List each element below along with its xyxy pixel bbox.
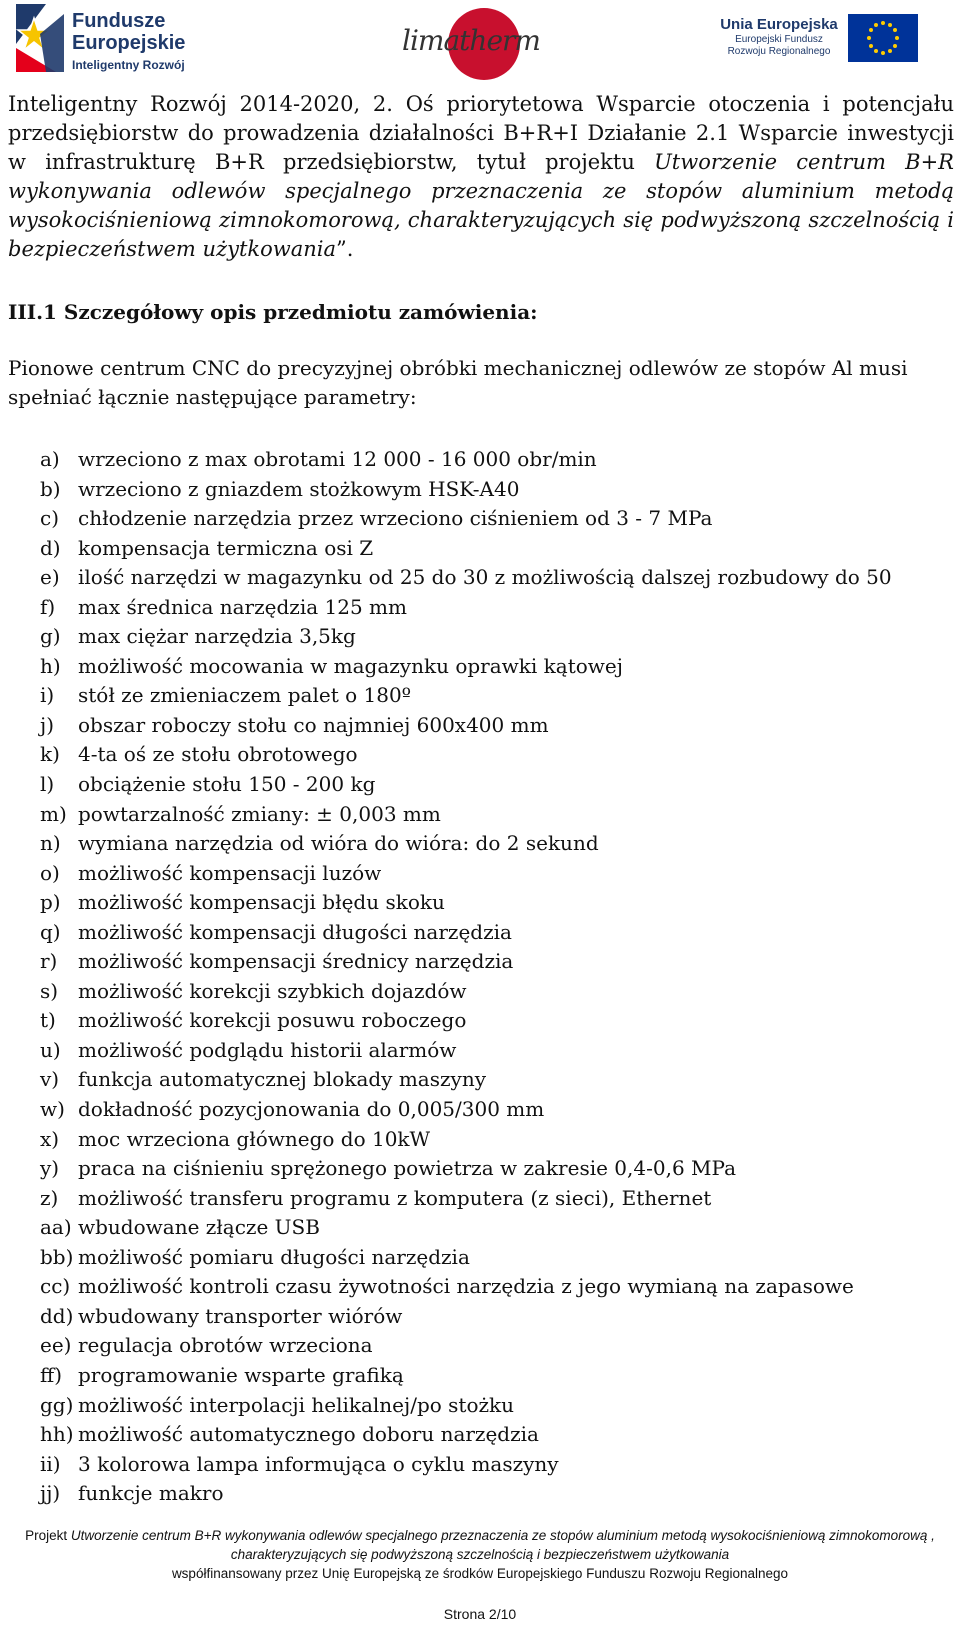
list-item-label: gg)	[40, 1392, 74, 1417]
list-item-text: możliwość kompensacji błędu skoku	[78, 890, 445, 915]
list-item	[40, 1272, 960, 1302]
list-item-text: kompensacja termiczna osi Z	[78, 535, 374, 560]
list-item-label: l)	[40, 772, 55, 797]
list-item	[40, 918, 960, 948]
fe-star-flag-icon	[16, 4, 64, 72]
list-item-label: ff)	[40, 1362, 63, 1387]
list-item	[40, 1125, 960, 1155]
list-item-label: ee)	[40, 1333, 72, 1358]
description-paragraph: Pionowe centrum CNC do precyzyjnej obróbki mechanicznej odlewów ze stopów Al musi spełniać łącznie następujące parametry:	[8, 356, 908, 409]
intro-project-title: Utworzenie centrum B+R wykonywania odlewów specjalnego przeznaczenia ze stopów aluminium metodą wysokociśnieniową zimnokomorową, charakteryzujących się podwyższoną szczelnością i bezpieczeństwem użytkowania	[8, 150, 954, 261]
list-item-text: możliwość kontroli czasu żywotności narzędzia z jego wymianą na zapasowe	[78, 1274, 854, 1299]
list-item-text: możliwość kompensacji długości narzędzia	[78, 919, 512, 944]
list-item	[40, 1154, 960, 1184]
fe-logo-line1: Fundusze	[72, 10, 166, 32]
list-item-label: q)	[40, 919, 61, 944]
list-item-text: wymiana narzędzia od wióra do wióra: do 2 sekund	[78, 831, 599, 856]
footer-project-title: Utworzenie centrum B+R wykonywania odlewów specjalnego przeznaczenia ze stopów aluminium metodą wysokociśnieniową zimnokomorową , charakteryzujących się podwyższoną szczelnością i bezpieczeństwem użytkowania	[70, 1528, 935, 1562]
list-item	[40, 859, 960, 889]
footer-cofinancing: współfinansowany przez Unię Europejską ze środków Europejskiego Funduszu Rozwoju Regionalnego	[171, 1566, 789, 1581]
list-item	[40, 1184, 960, 1214]
list-item-label: b)	[40, 476, 61, 501]
list-item	[40, 711, 960, 741]
footer-prefix: Projekt	[25, 1528, 71, 1543]
fundusze-europejskie-logo	[16, 4, 196, 76]
list-item-label: c)	[40, 506, 60, 531]
list-item-label: v)	[40, 1067, 60, 1092]
limatherm-logo-text: limatherm	[402, 24, 540, 57]
list-item	[40, 534, 960, 564]
list-item-text: max średnica narzędzia 125 mm	[78, 594, 407, 619]
list-item	[40, 1331, 960, 1361]
eu-flag-icon	[848, 14, 918, 62]
list-item	[40, 681, 960, 711]
list-item-text: max ciężar narzędzia 3,5kg	[78, 624, 356, 649]
list-item-label: n)	[40, 831, 61, 856]
fe-logo-sub: Inteligentny Rozwój	[72, 58, 185, 72]
list-item-label: ii)	[40, 1451, 61, 1476]
ue-logo-title: Unia Europejska	[720, 16, 838, 33]
ue-logo-sub1: Europejski Fundusz	[735, 34, 823, 45]
fe-logo-line2: Europejskie	[72, 32, 186, 54]
list-item-label: w)	[40, 1097, 65, 1122]
list-item-label: d)	[40, 535, 61, 560]
list-item-label: h)	[40, 653, 61, 678]
list-item-text: moc wrzeciona głównego do 10kW	[78, 1126, 431, 1151]
list-item-text: ilość narzędzi w magazynku od 25 do 30 z możliwością dalszej rozbudowy do 50	[78, 565, 892, 590]
list-item	[40, 1095, 960, 1125]
list-item-text: możliwość kompensacji średnicy narzędzia	[78, 949, 514, 974]
list-item-label: a)	[40, 447, 60, 471]
list-item-text: możliwość interpolacji helikalnej/po stożku	[78, 1392, 515, 1417]
list-item	[40, 888, 960, 918]
list-item-label: e)	[40, 565, 60, 590]
list-item-label: o)	[40, 860, 60, 885]
list-item-text: funkcje makro	[78, 1481, 224, 1506]
list-item	[40, 622, 960, 652]
list-item-text: regulacja obrotów wrzeciona	[78, 1333, 373, 1358]
list-item	[40, 563, 960, 593]
list-item-label: cc)	[40, 1274, 71, 1299]
list-item-text: dokładność pozycjonowania do 0,005/300 mm	[78, 1097, 545, 1122]
list-item-label: j)	[40, 712, 55, 737]
list-item-text: wbudowany transporter wiórów	[78, 1303, 403, 1328]
list-item	[40, 1213, 960, 1243]
list-item-text: możliwość korekcji posuwu roboczego	[78, 1008, 467, 1033]
list-item-text: możliwość pomiaru długości narzędzia	[78, 1244, 470, 1269]
list-item-label: u)	[40, 1037, 61, 1062]
list-item	[40, 800, 960, 830]
list-item-label: p)	[40, 890, 61, 915]
list-item-label: jj)	[40, 1481, 61, 1506]
list-item	[40, 1420, 960, 1450]
list-item-text: stół ze zmieniaczem palet o 180º	[78, 683, 412, 708]
list-item	[40, 593, 960, 623]
list-item	[40, 1361, 960, 1391]
list-item	[40, 1391, 960, 1421]
list-item	[40, 1243, 960, 1273]
list-item	[40, 504, 960, 534]
list-item	[40, 829, 960, 859]
list-item-text: wrzeciono z gniazdem stożkowym HSK-A40	[78, 476, 520, 501]
list-item-text: możliwość mocowania w magazynku oprawki kątowej	[78, 653, 623, 678]
list-item-label: t)	[40, 1008, 56, 1033]
list-item-text: obszar roboczy stołu co najmniej 600x400 mm	[78, 712, 549, 737]
list-item-label: k)	[40, 742, 60, 767]
list-item	[40, 1450, 960, 1480]
section-heading: III.1 Szczegółowy opis przedmiotu zamówienia:	[8, 300, 538, 324]
list-item-text: powtarzalność zmiany: ± 0,003 mm	[78, 801, 441, 826]
list-item-text: obciążenie stołu 150 - 200 kg	[78, 772, 376, 797]
list-item-label: g)	[40, 624, 61, 649]
page-header	[0, 0, 960, 90]
list-item	[40, 1479, 960, 1509]
intro-closing-quote: ”.	[336, 237, 354, 261]
ue-logo-sub2: Rozwoju Regionalnego	[727, 46, 831, 57]
list-item-label: dd)	[40, 1303, 74, 1328]
list-item-text: wbudowane złącze USB	[78, 1215, 320, 1240]
list-item-text: możliwość korekcji szybkich dojazdów	[78, 978, 467, 1003]
intro-plain-text: Inteligentny Rozwój 2014-2020, 2. Oś priorytetowa Wsparcie otoczenia i potencjału przedsiębiorstw do prowadzenia działalności B+R+I Działanie 2.1 Wsparcie inwestycji w infrastrukturę B+R przedsiębiorstw, tytuł projektu	[8, 92, 954, 174]
list-item-label: bb)	[40, 1244, 74, 1269]
list-item-label: hh)	[40, 1422, 74, 1447]
list-item-label: z)	[40, 1185, 59, 1210]
list-item-text: możliwość transferu programu z komputera (z sieci), Ethernet	[78, 1185, 712, 1210]
list-item-label: f)	[40, 594, 56, 619]
list-item	[40, 947, 960, 977]
list-item-text: funkcja automatycznej blokady maszyny	[78, 1067, 486, 1092]
specification-list	[40, 445, 960, 1509]
list-item-text: 4-ta oś ze stołu obrotowego	[78, 742, 358, 767]
list-item	[40, 1302, 960, 1332]
list-item-label: r)	[40, 949, 58, 974]
list-item-text: możliwość podglądu historii alarmów	[78, 1037, 457, 1062]
list-item	[40, 1036, 960, 1066]
list-item	[40, 475, 960, 505]
page-footer	[0, 1526, 960, 1583]
list-item-text: praca na ciśnieniu sprężonego powietrza w zakresie 0,4-0,6 MPa	[78, 1156, 736, 1181]
list-item-label: i)	[40, 683, 55, 708]
list-item	[40, 1006, 960, 1036]
list-item	[40, 740, 960, 770]
list-item	[40, 977, 960, 1007]
list-item-text: programowanie wsparte grafiką	[78, 1362, 404, 1387]
list-item-label: y)	[40, 1156, 60, 1181]
list-item-text: możliwość kompensacji luzów	[78, 860, 382, 885]
list-item-text: możliwość automatycznego doboru narzędzia	[78, 1422, 539, 1447]
unia-europejska-logo	[718, 10, 944, 70]
list-item-label: x)	[40, 1126, 60, 1151]
list-item-label: aa)	[40, 1215, 72, 1240]
list-item-text: chłodzenie narzędzia przez wrzeciono ciśnieniem od 3 - 7 MPa	[78, 506, 713, 531]
list-item	[40, 770, 960, 800]
list-item	[40, 652, 960, 682]
list-item-label: s)	[40, 978, 59, 1003]
list-item-text: wrzeciono z max obrotami 12 000 - 16 000 obr/min	[78, 447, 597, 471]
intro-paragraph	[8, 90, 954, 264]
limatherm-logo	[398, 4, 540, 86]
list-item	[40, 445, 960, 475]
list-item	[40, 1065, 960, 1095]
list-item-label: m)	[40, 801, 67, 826]
list-item-text: 3 kolorowa lampa informująca o cyklu maszyny	[78, 1451, 559, 1476]
page-number: Strona 2/10	[443, 1606, 517, 1622]
